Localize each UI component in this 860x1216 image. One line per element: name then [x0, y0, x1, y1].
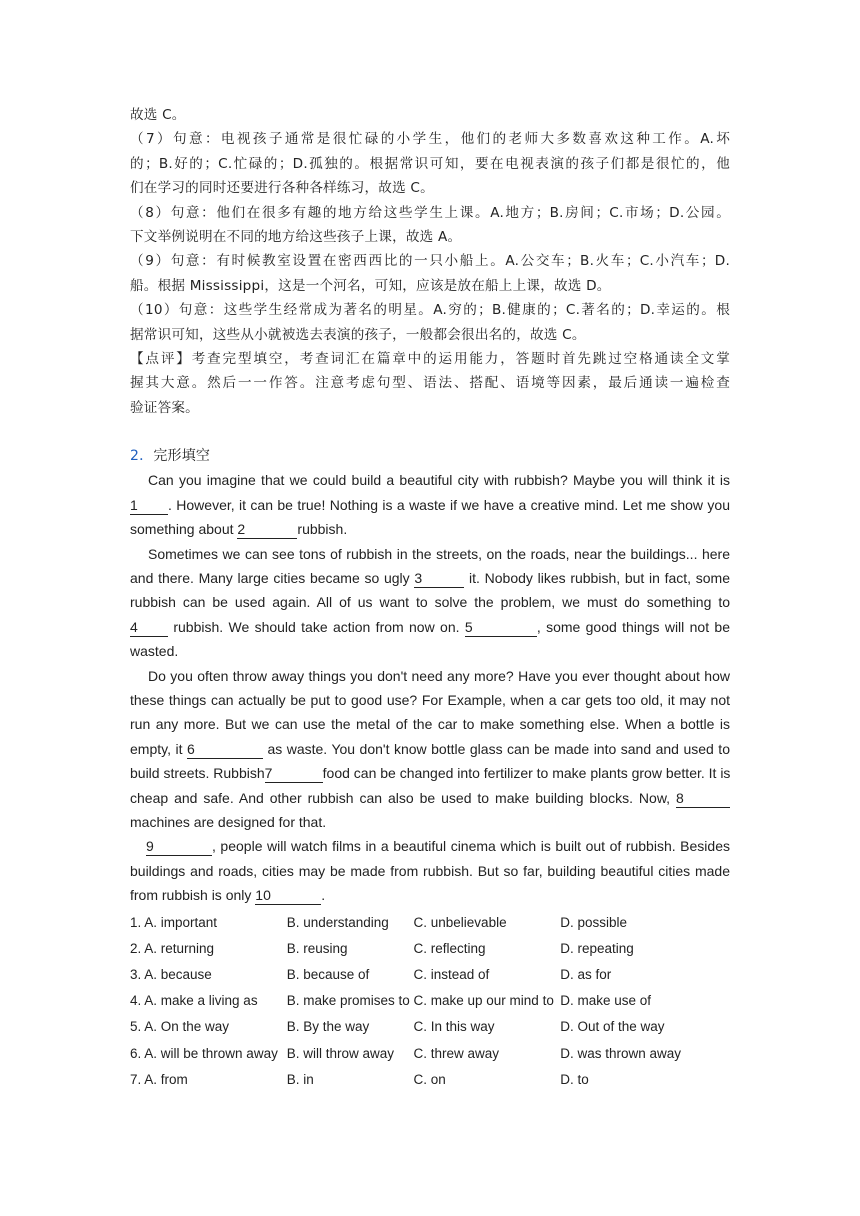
passage-text: build streets. Rubbish	[130, 765, 265, 782]
passage-line	[130, 761, 730, 785]
option-row	[130, 1014, 730, 1040]
option-d[interactable]: D. Out of the way	[560, 1019, 665, 1035]
blank-4[interactable]: 4	[130, 619, 168, 637]
explain-line: 们在学习的同时还要进行各种各样练习，故选 C。	[130, 180, 434, 197]
passage-text: it. Nobody likes rubbish, but in fact, some	[464, 569, 730, 586]
option-b[interactable]: B. will throw away	[286, 1045, 395, 1061]
option-c[interactable]: C. unbelievable	[413, 914, 507, 930]
option-d[interactable]: D. as for	[560, 967, 612, 982]
passage-text: Do you often throw away things you don't need any more? Have you ever thought about how	[148, 667, 730, 684]
explain-line: （10）句意：这些学生经常成为著名的明星。A.穷的；B.健康的；C.著名的；D.幸运的。根	[130, 302, 730, 319]
option-d[interactable]: D. to	[560, 1071, 589, 1087]
passage-line	[130, 493, 730, 517]
explain-line: 船。根据 Mississippi，这是一个河名，可知，应该是放在船上上课，故选 D。	[130, 277, 611, 294]
passage-line	[130, 712, 730, 736]
passage-text: , people will watch films in a beautiful cinema which is built out of rubbish. Besides	[212, 838, 730, 855]
blank-3[interactable]: 3	[414, 570, 464, 588]
passage-text: .	[321, 887, 326, 904]
option-a[interactable]: 1. A. important	[130, 914, 218, 930]
explain-line: 的；B.好的；C.忙碌的；D.孤独的。根据常识可知，要在电视表演的孩子们都是很忙的，他	[130, 155, 730, 172]
option-b[interactable]: B. reusing	[286, 940, 348, 956]
explain-line: 下文举例说明在不同的地方给这些孩子上课，故选 A。	[130, 229, 462, 246]
option-a[interactable]: 2. A. returning	[130, 940, 215, 956]
question-number: 2．	[130, 448, 154, 465]
option-a[interactable]: 6. A. will be thrown away	[130, 1045, 278, 1061]
passage-text: something about	[130, 521, 238, 538]
section-gap	[130, 420, 730, 444]
option-d[interactable]: D. was thrown away	[560, 1045, 682, 1061]
passage-line	[130, 590, 730, 614]
passage-text: machines are designed for that.	[130, 813, 327, 830]
blank-6[interactable]: 6	[187, 741, 263, 759]
passage-line	[130, 664, 730, 688]
passage-text: food can be changed into fertilizer to make plants grow better. It is	[322, 765, 731, 782]
question-heading	[130, 444, 730, 468]
passage-text: from rubbish is only	[130, 887, 256, 904]
option-d[interactable]: D. possible	[560, 914, 628, 930]
passage-text: and there. Many large cities became so ugly	[130, 569, 415, 586]
blank-2[interactable]: 2	[237, 521, 297, 539]
explain-line: 据常识可知，这些从小就被选去表演的孩子，一般都会很出名的，故选 C。	[130, 326, 586, 343]
option-row	[130, 910, 730, 936]
blank-5[interactable]: 5	[465, 619, 537, 637]
answer-options	[130, 910, 730, 1093]
passage-line	[130, 542, 730, 566]
passage-text: rubbish can be used again. All of us want to solve the problem, we must do something to	[130, 594, 730, 611]
passage-line	[130, 615, 730, 639]
explain-line: 故选 C。	[130, 107, 186, 123]
passage-text: buildings and roads, cities may be made from rubbish. But so far, building beautiful cities made	[130, 862, 730, 879]
review-line: 【点评】考查完型填空，考查词汇在篇章中的运用能力，答题时首先跳过空格通读全文掌	[130, 351, 730, 368]
passage-line	[130, 468, 730, 492]
passage-text: . However, it can be true! Nothing is a waste if we have a creative mind. Let me show you	[168, 496, 730, 513]
passage-text: these things can actually be put to good use? For Example, when a car gets too old, it may not	[130, 691, 730, 708]
option-c[interactable]: C. threw away	[413, 1045, 500, 1061]
cloze-passage	[130, 468, 730, 907]
document-page	[130, 103, 730, 1093]
option-c[interactable]: C. make up our mind to	[413, 993, 554, 1009]
passage-line	[130, 566, 730, 590]
option-row	[130, 962, 730, 988]
option-b[interactable]: B. understanding	[286, 914, 389, 930]
option-c[interactable]: C. reflecting	[413, 940, 486, 956]
option-c[interactable]: C. on	[413, 1071, 446, 1087]
passage-line	[130, 834, 730, 858]
passage-text: empty, it	[130, 740, 187, 757]
explain-line: （9）句意：有时候教室设置在密西西比的一只小船上。A.公交车；B.火车；C.小汽车；D.	[130, 253, 730, 270]
option-c[interactable]: C. In this way	[413, 1019, 495, 1035]
passage-text: wasted.	[130, 643, 179, 660]
option-b[interactable]: B. By the way	[286, 1019, 370, 1035]
option-row	[130, 1041, 730, 1067]
passage-line	[130, 859, 730, 883]
passage-line	[130, 883, 730, 907]
explanation-section	[130, 103, 730, 420]
passage-text: , some good things will not be	[536, 618, 730, 635]
option-a[interactable]: 7. A. from	[130, 1071, 188, 1087]
option-a[interactable]: 3. A. because	[130, 967, 212, 982]
passage-text: rubbish.	[297, 521, 348, 538]
passage-line	[130, 688, 730, 712]
blank-1[interactable]: 1	[130, 497, 168, 515]
passage-text: Can you imagine that we could build a beautiful city with rubbish? Maybe you will think it is	[148, 472, 730, 489]
option-a[interactable]: 5. A. On the way	[130, 1019, 230, 1035]
passage-text: run any more. But we can use the metal of the car to make something else. When a bottle is	[130, 716, 730, 733]
review-line: 验证答案。	[130, 399, 199, 416]
passage-text: rubbish. We should take action from now on.	[168, 618, 465, 635]
option-b[interactable]: B. because of	[286, 967, 370, 982]
option-c[interactable]: C. instead of	[413, 967, 490, 982]
passage-line	[130, 737, 730, 761]
blank-9[interactable]: 9	[146, 838, 212, 856]
explain-line: （8）句意：他们在很多有趣的地方给这些学生上课。A.地方；B.房间；C.市场；D.公园。	[130, 204, 730, 221]
option-b[interactable]: B. make promises to	[286, 993, 410, 1009]
passage-line	[130, 517, 730, 541]
passage-line	[130, 639, 730, 663]
blank-7[interactable]: 7	[265, 765, 323, 783]
passage-text: as waste. You don't know bottle glass can be made into sand and used to	[262, 740, 730, 757]
passage-line	[130, 810, 730, 834]
question-title: 完形填空	[153, 448, 211, 465]
passage-line	[130, 786, 730, 810]
blank-10[interactable]: 10	[255, 887, 321, 905]
option-row	[130, 988, 730, 1014]
passage-text: Sometimes we can see tons of rubbish in the streets, on the roads, near the buildings... here	[148, 545, 730, 562]
passage-text: cheap and safe. And other rubbish can also be used to make building blocks. Now,	[130, 789, 676, 806]
blank-8[interactable]: 8	[676, 790, 730, 808]
option-d[interactable]: D. repeating	[560, 940, 634, 956]
option-a[interactable]: 4. A. make a living as	[130, 993, 258, 1009]
explain-line: （7）句意：电视孩子通常是很忙碌的小学生，他们的老师大多数喜欢这种工作。A.坏	[130, 131, 730, 148]
option-b[interactable]: B. in	[286, 1071, 314, 1087]
option-row	[130, 1067, 730, 1093]
option-row	[130, 936, 730, 962]
option-d[interactable]: D. make use of	[560, 993, 652, 1009]
review-line: 握其大意。然后一一作答。注意考虑句型、语法、搭配、语境等因素，最后通读一遍检查	[130, 375, 730, 392]
